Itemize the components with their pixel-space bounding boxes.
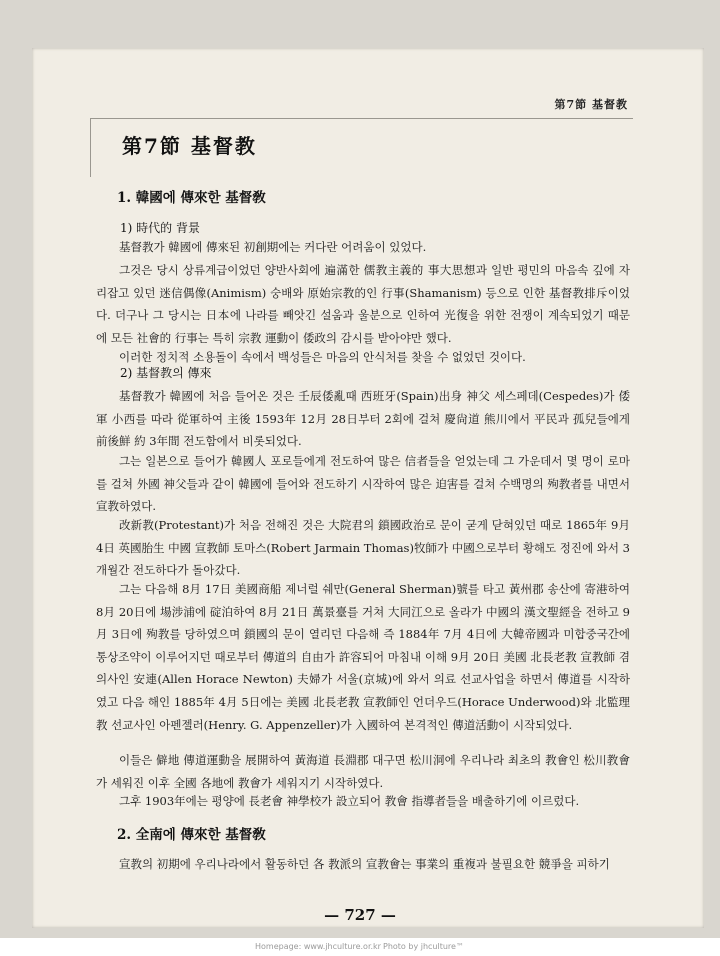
section-heading-1: 1. 韓國에 傳來한 基督敎 <box>117 190 266 206</box>
subsection-heading-2: 2) 基督教의 傳來 <box>120 366 212 380</box>
footer-homepage: Homepage: www.jhculture.or.kr <box>255 942 381 951</box>
paragraph-4: 基督教가 韓國에 처음 들어온 것은 壬辰倭亂때 西班牙(Spain)出身 神父 세스페데(Cespedes)가 倭軍 小西를 따라 從軍하여 主後 1593年 12月 28日부터 2회에 걸쳐 慶尙道 熊川에서 平民과 孤兒들에게 前後鮮 約 3年間 전도함에서 비롯되었다. <box>96 389 630 449</box>
subsection-heading-1: 1) 時代的 背景 <box>120 221 200 235</box>
footer-photo-credit: Photo by jhculture™ <box>383 942 464 951</box>
paragraph-8: 이들은 僻地 傳道運動을 展開하여 黃海道 長淵郡 대구면 松川洞에 우리나라 최초의 教會인 松川教會가 세워진 이후 全國 各地에 教會가 세워지기 시작하였다. <box>96 753 630 790</box>
paragraph-10: 宣教의 初期에 우리나라에서 활동하던 各 教派의 宣教會는 事業의 重複과 불필요한 競爭을 피하기 <box>119 857 610 871</box>
running-header: 第7節 基督教 <box>554 98 628 111</box>
paragraph-6: 改新教(Protestant)가 처음 전해진 것은 大院君의 鎖國政治로 문이 굳게 닫혀있던 때로 1865年 9月 4日 英國胎生 中國 宣教師 토마스(Robert Jarmain Thomas)牧師가 中國으로부터 황해도 정진에 와서 3개월간 전도하다가 돌아갔다. <box>96 518 630 578</box>
paragraph-3: 이러한 정치적 소용돌이 속에서 백성들은 마음의 안식처를 찾을 수 없었던 것이다. <box>119 350 526 364</box>
footer-strip <box>0 938 720 956</box>
paragraph-9: 그후 1903年에는 평양에 長老會 神學校가 設立되어 教會 指導者들을 배출하기에 이르렀다. <box>119 794 580 808</box>
chapter-title: 第7節 基督教 <box>122 134 257 158</box>
section-heading-2: 2. 全南에 傳來한 基督敎 <box>117 827 266 843</box>
paragraph-7: 그는 다음해 8月 17日 美國商船 제너럴 쉐만(General Sherman)號를 타고 黃州郡 송산에 寄港하여 8月 20日에 場涉浦에 碇泊하여 8月 21日 萬景臺를 거쳐 大同江으로 올라가 中國의 漢文聖經을 전하고 9月 3日에 殉教를 당하였으며 鎖國의 문이 열리던 다음해 즉 1884年 7月 4日에 大韓帝國과 미합중국간에 통상조약이 이루어지던 때로부터 傳道의 自由가 許容되어 마침내 이해 9月 20日 美國 北長老教 宣教師 겸 의사인 安連(Allen Horace Newton) 夫婦가 서울(京城)에 와서 의료 선교사업을 하면서 傳道를 시작하였고 다음 해인 1885年 4月 5日에는 美國 北長老教 宣教師인 언더우드(Horace Underwood)와 北監理教 선교사인 아펜젤러(Henry. G. Appenzeller)가 入國하여 본격적인 傳道活動이 시작되었다. <box>96 582 630 732</box>
paragraph-5: 그는 일본으로 들어가 韓國人 포로들에게 전도하여 많은 信者들을 얻었는데 그 가운데서 몇 명이 로마를 걸쳐 外國 神父들과 같이 韓國에 들어와 전도하기 시작하여 많은 迫害를 걸쳐 수백명의 殉教者를 내면서 宣教하였다. <box>96 454 630 514</box>
paragraph-1: 基督教가 韓國에 傳來된 初創期에는 커다란 어려움이 있었다. <box>119 240 427 254</box>
page-number: — 727 — <box>324 906 396 924</box>
paragraph-2: 그것은 당시 상류계급이었던 양반사회에 遍滿한 儒教主義的 事大思想과 일반 평민의 마음속 깊에 자리잡고 있던 迷信偶像(Animism) 숭배와 原始宗教的인 行事(Shamanism) 등으로 인한 基督教排斥이었다. 더구나 그 당시는 日本에 나라를 빼앗긴 설움과 울분으로 인하여 光復을 위한 전쟁이 계속되었기 때문에 모든 社會的 行事는 특히 宗教 運動이 倭政의 감시를 받아야만 했다. <box>96 263 630 345</box>
